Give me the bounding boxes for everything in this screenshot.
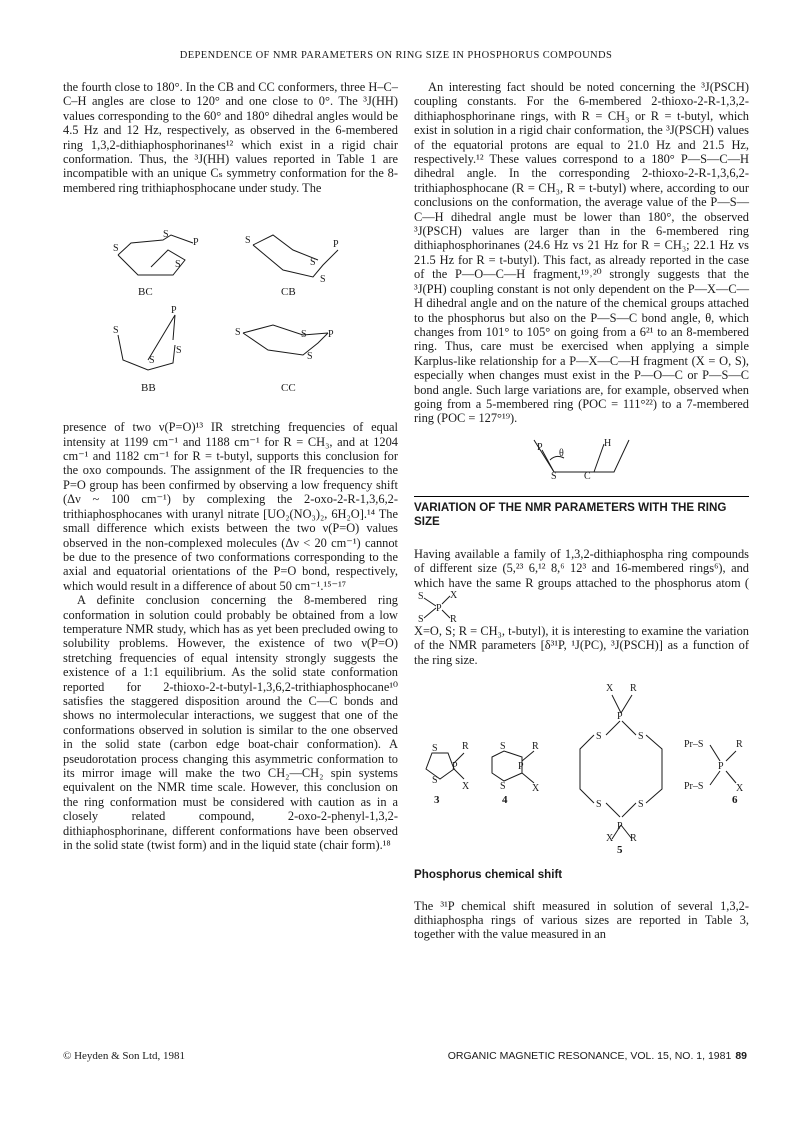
compound-structures	[414, 677, 749, 842]
left-paragraph-1: the fourth close to 180°. In the CB and CC conformers, three H–C–C–H angles are close to 120° and one close to 0°. The ³J(HH) values corresponding to the 60° and 180° dihedral angles would be 4.5 Hz and 12 Hz, respectively, as observed in the 6-membered ring 1,3,2-dithiaphosphorinanes¹² which exist in a rigid chair conformation. Thus, the ³J(HH) values reported in Table 1 are incompatible with an unique Cₛ symmetry conformation for the 8-membered ring trithiaphosphocane under study. The	[63, 80, 398, 195]
svg-text:X: X	[450, 589, 458, 601]
label-cc: CC	[281, 382, 296, 395]
svg-text:R: R	[630, 683, 637, 695]
svg-text:S: S	[432, 743, 438, 755]
frag-c-label: C	[584, 470, 591, 482]
bb-p-label: P	[171, 305, 177, 317]
left-paragraph-2: presence of two ν(P=O)¹³ IR stretching frequencies of equal intensity at 1199 cm⁻¹ and 1188 cm⁻¹ for R = CH₃, and at 1204 cm⁻¹ and 1182 cm⁻¹ for R = t-butyl, supports this conclusion for the oxo compounds. The assignment of the IR frequencies to the P=O group has been confirmed by observing a low frequency shift (Δν ~ 100 cm⁻¹) by complexing the 2-oxo-2-R-1,3,6,2-trithiaphosphocanes with uranyl nitrate [UO₂(NO₃)₂, 6H₂O].¹⁴ The small difference which exists between the two ν(P=O) values observed in the non-complexed molecules (Δν < 20 cm⁻¹) cannot be due to the presence of two conformations corresponding to the axial and equatorial orientations of the P=O bond, respectively, which would result in a difference of about 50 cm⁻¹.¹⁵⁻¹⁷	[63, 420, 398, 593]
svg-text:X: X	[606, 683, 614, 695]
bb-s3-label: S	[176, 345, 182, 357]
compounds-figure	[414, 677, 749, 857]
cc-s-left-label: S	[235, 327, 241, 339]
right-paragraph-2a	[414, 547, 749, 624]
svg-text:P: P	[452, 761, 458, 773]
svg-text:S: S	[638, 731, 644, 743]
svg-text:P: P	[617, 711, 623, 723]
right-paragraph-1: An interesting fact should be noted concerning the ³J(PSCH) coupling constants. For the 6-membered 2-thioxo-2-R-1,3,2-dithiaphosphorinane rings, with R = CH₃ or R = t-butyl, which exist in solution in a rigid chair conformation, the ³J(PSCH) values of the equatorial protons are equal to 21.0 Hz and 21.5 Hz, respectively.¹² These values correspond to a 180° P—S—C—H dihedral angle. In the corresponding 2-thioxo-2-R-1,3,6,2-trithiaphosphocane (R = CH₃, R = t-butyl) where, according to our conclusions on the conformation, the average value of the P—S—C—H dihedral angle must be lower than 180°, the observed ³J(PSCH) values are larger than in the 6-membered ring dithiaphosphorinanes (24.6 Hz vs 21 Hz for R = CH₃; 22.1 Hz vs 21.5 Hz for R = t-butyl). This fact, as already reported in the case of the P—O—C—H fragment,¹⁹˒²⁰ strongly suggests that the ³J(PH) coupling constant is not only dependent on the P—X—C—H dihedral angle and on the nature of the chemical groups attached to the phosphorus but also on the P—S—C bond angle, θ, which changes from 101° to 105° on going from a 6²¹ to an 8-membered ring. Thus, care must be exercised when applying a simple Karplus-like relationship for a P—X—C—H fragment (X = O, S), especially when changes must exist in the P—O—C or P—S—C bond angle. Such large variations are, for example, observed when going from a 5-membered ring (POC = 111°²²) to a 7-membered ring (POC = 127°¹⁹).	[414, 80, 749, 426]
journal-citation: ORGANIC MAGNETIC RESONANCE, VOL. 15, NO. 1, 1981	[447, 1050, 732, 1062]
conformations-figure	[63, 205, 398, 410]
svg-text:S: S	[432, 775, 438, 787]
right-paragraph-2b: X=O, S; R = CH₃, t-butyl), it is interesting to examine the variation of the NMR parameters [δ³¹P, ¹J(PC), ³J(PSCH)] as a function of the ring size.	[414, 623, 749, 667]
bb-s2-label: S	[149, 355, 155, 367]
section-heading: VARIATION OF THE NMR PARAMETERS WITH THE RING SIZE	[414, 496, 749, 529]
svg-text:X: X	[606, 833, 614, 843]
dihedral-figure	[414, 432, 749, 482]
svg-text:S: S	[638, 799, 644, 811]
svg-text:P: P	[718, 761, 724, 773]
left-paragraph-3: A definite conclusion concerning the 8-membered ring conformation in solution could probably be obtained from a low temperature NMR study, which has as yet been precluded owing to solubility problems. However, the existence of two ν(P=O) stretching frequencies of equal intensity strongly suggests the existence of a 1:1 equilibrium. As the solid state conformation reported for 2-thioxo-2-t-butyl-1,3,6,2-trithiaphosphocane¹⁰ satisfies the staggered disposition around the C—C bonds and shows no intermolecular interactions, we suggest that one of the conformations observed in solution is similar to the one observed in the solid state (carbon edge boat-chair conformation). A pseudorotation process changing this asymmetric conformation to its mirror image will make the two CH₂—CH₂ spin systems equivalent on the NMR time scale. However, this conclusion on the ring conformation must be considered with caution as in a closely related compound, 2-oxo-2-phenyl-1,3,2-dithiaphosphorinane, different conformations have been observed in the solid state (twist form) and in the liquid state (chair form).¹⁸	[63, 593, 398, 853]
cb-s-mid-label: S	[310, 257, 316, 269]
frag-theta-label: θ	[559, 447, 564, 459]
compound-4-label: 4	[502, 794, 508, 807]
conformation-drawings	[63, 205, 398, 410]
svg-text:R: R	[630, 833, 637, 843]
copyright-footer: © Heyden & Son Ltd, 1981	[63, 1050, 186, 1062]
label-bc: BC	[138, 286, 153, 299]
svg-text:S: S	[500, 741, 506, 753]
frag-p-label: P	[537, 441, 543, 453]
pscs-fragment-drawing	[414, 432, 749, 482]
cc-s-mid-label: S	[301, 329, 307, 341]
cc-s-right-label: S	[307, 351, 313, 363]
frag-s-label: S	[551, 470, 557, 482]
svg-text:Pr–S: Pr–S	[684, 739, 704, 751]
bc-s-left-label: S	[113, 243, 119, 255]
bb-s-label: S	[113, 325, 119, 337]
svg-text:S: S	[596, 799, 602, 811]
svg-text:S: S	[418, 613, 424, 624]
svg-text:R: R	[450, 613, 457, 624]
svg-text:X: X	[736, 783, 744, 795]
svg-text:Pr–S: Pr–S	[684, 781, 704, 793]
svg-text:S: S	[500, 781, 506, 793]
right-paragraph-3: The ³¹P chemical shift measured in solution of several 1,3,2-dithiaphospha rings of various sizes are reported in Table 3, together with the value measured in an	[414, 898, 749, 942]
svg-text:R: R	[736, 739, 743, 751]
label-cb: CB	[281, 286, 296, 299]
left-column	[63, 80, 398, 852]
compound-6-label: 6	[732, 794, 738, 807]
compound-5-label: 5	[617, 844, 623, 857]
cb-s-left-label: S	[245, 235, 251, 247]
running-header: DEPENDENCE OF NMR PARAMETERS ON RING SIZE IN PHOSPHORUS COMPOUNDS	[179, 50, 613, 61]
cc-p-label: P	[328, 329, 334, 341]
journal-footer	[448, 1050, 747, 1062]
subsection-heading: Phosphorus chemical shift	[414, 868, 563, 882]
page-number: 89	[735, 1050, 747, 1062]
frag-h-label: H	[604, 437, 612, 449]
svg-text:S: S	[596, 731, 602, 743]
svg-text:S: S	[418, 590, 424, 602]
svg-text:X: X	[532, 783, 540, 795]
right-paragraph-2a-text: Having available a family of 1,3,2-dithiaphospha ring compounds of different size (5,²³ 6,¹² 8,⁶ 12³ and 16-membered rings⁶), and which have the same R groups attached to the phosphorus atom (	[414, 546, 749, 590]
svg-text:P: P	[518, 761, 524, 773]
label-bb: BB	[141, 382, 156, 395]
svg-text:P: P	[436, 602, 442, 614]
compound-3-label: 3	[434, 794, 440, 807]
cb-p-label: P	[333, 239, 339, 251]
right-column	[414, 80, 749, 942]
svg-text:P: P	[617, 821, 623, 833]
svg-text:X: X	[462, 781, 470, 793]
bc-s-right-label: S	[175, 259, 181, 271]
p-atom-structure	[414, 590, 458, 624]
bc-s-top-label: S	[163, 229, 169, 241]
bc-p-label: P	[193, 237, 199, 249]
svg-text:R: R	[462, 741, 469, 753]
svg-text:R: R	[532, 741, 539, 753]
cb-s-right-label: S	[320, 274, 326, 286]
